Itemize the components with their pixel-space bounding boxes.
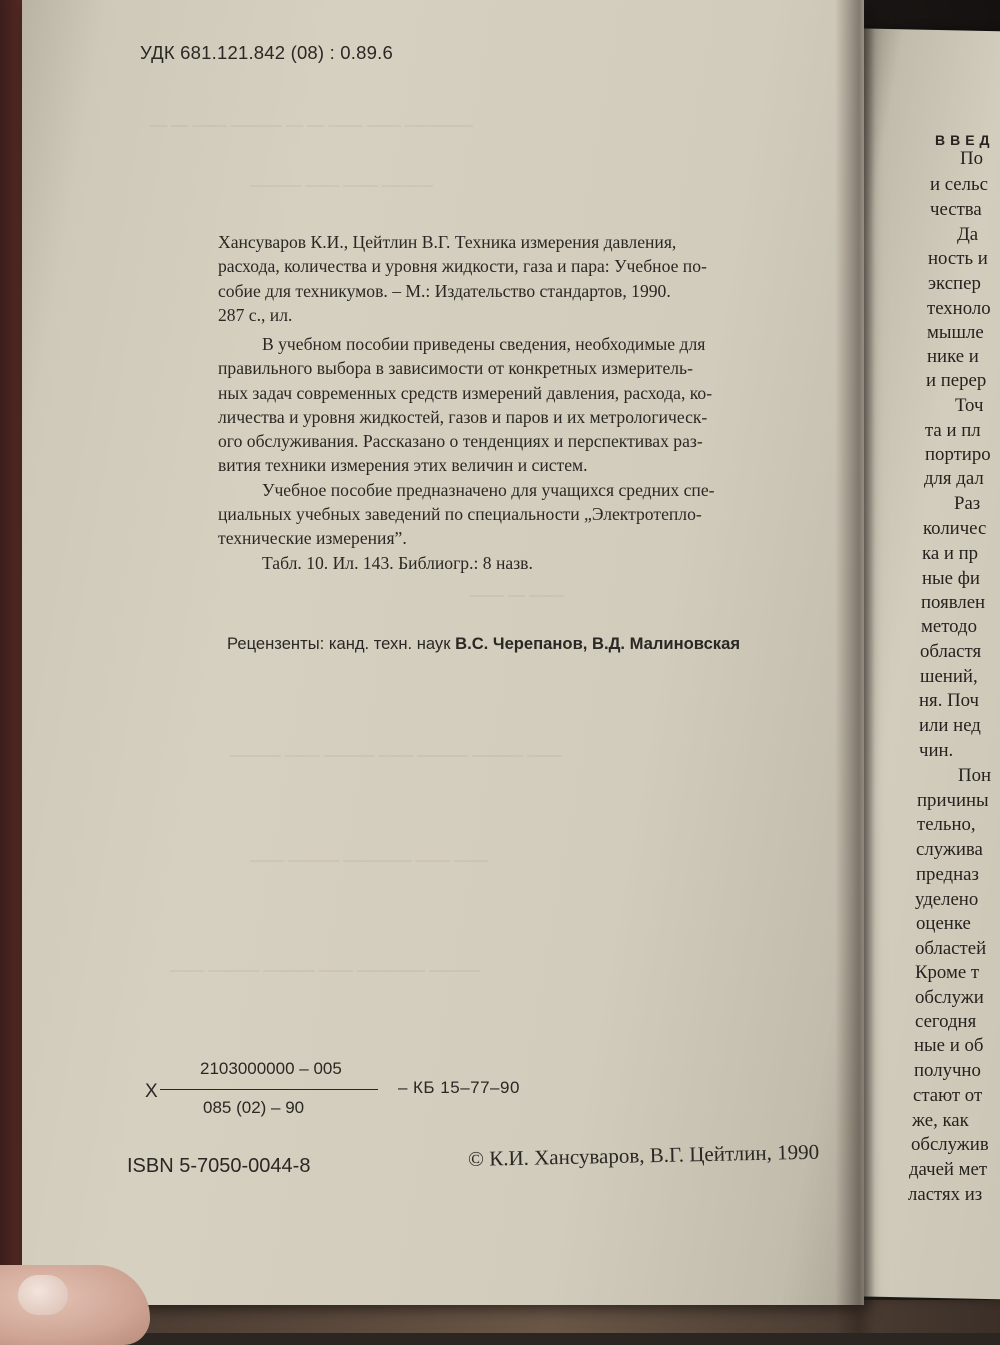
isbn: ISBN 5-7050-0044-8: [127, 1155, 311, 1177]
annotation-line: вития техники измерения этих величин и систем.: [218, 455, 588, 476]
right-line: экспер: [928, 273, 981, 294]
right-line: методо: [921, 616, 977, 637]
right-line: Да: [957, 224, 979, 245]
tables-illustrations-count: Табл. 10. Ил. 143. Библиогр.: 8 назв.: [262, 552, 533, 573]
right-line: стают от: [913, 1085, 983, 1106]
right-line: служива: [916, 839, 983, 860]
right-line: Пон: [958, 765, 992, 786]
annotation-line: личества и уровня жидкостей, газов и паров и их метрологическ-: [218, 406, 708, 427]
right-line: или нед: [919, 715, 981, 736]
right-line: техноло: [927, 298, 991, 319]
biblio-line: расхода, количества и уровня жидкости, газа и пара: Учебное по-: [218, 256, 707, 277]
bibliographic-description: [218, 230, 778, 327]
annotation: [218, 332, 770, 575]
code-dash: –: [398, 1078, 408, 1097]
right-line: ня. Поч: [919, 690, 979, 711]
right-line: для дал: [924, 468, 984, 489]
right-line: дачей мет: [909, 1159, 988, 1180]
right-line: и сельс: [930, 174, 988, 195]
right-line: шений,: [920, 666, 978, 687]
right-line: ность и: [928, 248, 988, 269]
right-line: количес: [923, 518, 987, 539]
right-line: сегодня: [915, 1011, 977, 1032]
right-line: уделено: [915, 889, 979, 910]
right-line: ластях из: [908, 1184, 983, 1205]
right-line: портиро: [925, 444, 991, 465]
fraction-line: [160, 1089, 378, 1090]
biblio-line: 287 с., ил.: [218, 304, 293, 325]
show-through-text: —— ——— ———— —— ——: [250, 850, 488, 869]
right-line: же, как: [912, 1110, 969, 1131]
right-line: предназ: [916, 864, 979, 885]
right-line: получно: [914, 1060, 981, 1081]
annotation-line: ных задач современных средств измерений давления, расхода, ко-: [218, 382, 713, 403]
reviewers-label: Рецензенты: канд. техн. наук: [227, 634, 451, 653]
code-denominator: 085 (02) – 90: [203, 1098, 305, 1117]
annotation-line: правильного выбора в зависимости от конкретных измеритель-: [218, 358, 693, 379]
show-through-text: ——— —— —— ———: [250, 175, 433, 194]
right-line: чества: [930, 199, 982, 220]
right-line: ные фи: [922, 568, 980, 589]
annotation-line: Учебное пособие предназначено для учащихся средних спе-: [262, 479, 715, 500]
right-line: и перер: [926, 370, 987, 391]
show-through-text: ——— —— ——— —— ——— ——— ——: [230, 745, 562, 764]
code-kb: КБ 15–77–90: [413, 1078, 520, 1097]
right-line: областя: [920, 641, 982, 662]
code-numerator: 2103000000 – 005: [200, 1059, 342, 1078]
right-line: та и пл: [925, 420, 981, 441]
udk-code: УДК 681.121.842 (08) : 0.89.6: [140, 42, 393, 63]
annotation-line: ого обслуживания. Рассказано о тенденциях и перспективах раз-: [218, 431, 703, 452]
right-line: Точ: [955, 395, 984, 416]
right-line: ка и пр: [922, 543, 979, 564]
right-line: мышле: [927, 322, 984, 343]
biblio-line: Хансуваров К.И., Цейтлин В.Г. Техника измерения давления,: [218, 232, 677, 252]
reviewers: [227, 634, 740, 654]
show-through-text: —— — ——: [470, 585, 564, 604]
right-line: обслужив: [911, 1134, 989, 1155]
annotation-line: технические измерения”.: [218, 528, 407, 549]
right-line: нике и: [927, 346, 979, 367]
show-through-text: — — —— ——— — — —— —— ————: [150, 115, 473, 134]
right-line: оценке: [916, 913, 971, 934]
copyright: © К.И. Хансуваров, В.Г. Цейтлин, 1990: [467, 1139, 820, 1171]
right-line: ные и об: [914, 1035, 984, 1056]
right-line: обслужи: [915, 987, 984, 1008]
annotation-line: циальных учебных заведений по специальности „Электротепло-: [218, 504, 702, 525]
code-prefix: Х: [145, 1081, 158, 1102]
right-line: Кроме т: [915, 962, 980, 983]
right-line: областей: [915, 938, 987, 959]
right-line: чин.: [919, 740, 954, 761]
fingernail: [18, 1275, 68, 1315]
show-through-text: —— ——— ——— —— ———— ———: [170, 960, 481, 979]
book-gutter: [835, 0, 875, 1333]
right-line: причины: [917, 790, 989, 811]
reviewers-names: В.С. Черепанов, В.Д. Малиновская: [455, 634, 741, 653]
right-line: Раз: [954, 493, 981, 514]
right-line: По: [960, 148, 983, 169]
biblio-line: собие для техникумов. – М.: Издательство стандартов, 1990.: [218, 280, 671, 301]
right-line: тельно,: [917, 814, 976, 835]
right-line: появлен: [921, 592, 986, 613]
right-page-heading: ВВЕД: [935, 132, 995, 148]
annotation-line: В учебном пособии приведены сведения, необходимые для: [262, 334, 706, 354]
